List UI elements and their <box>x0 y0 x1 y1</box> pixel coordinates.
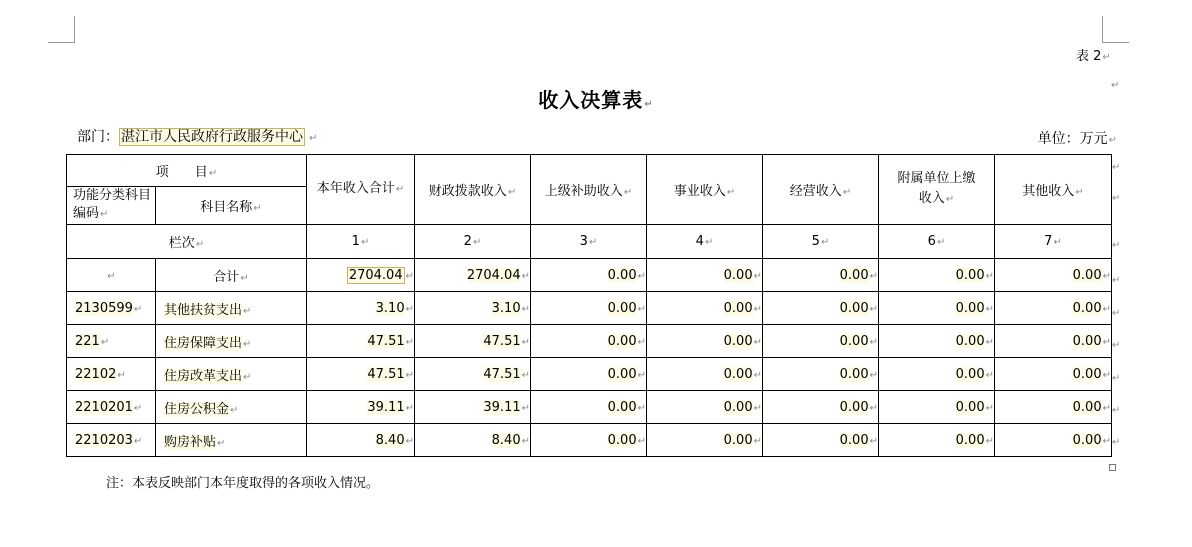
paragraph-mark-icon: ↵ <box>1111 80 1120 91</box>
paragraph-mark-icon: ↵ <box>1112 162 1121 173</box>
page-corner-mark <box>48 16 75 43</box>
value-cell[interactable]: 0.00↵ <box>995 391 1112 424</box>
value-cell[interactable]: 0.00↵ <box>879 325 995 358</box>
subject-name-cell[interactable]: 住房公积金↵ <box>156 391 307 424</box>
total-value-cell[interactable]: 0.00↵ <box>879 259 995 292</box>
table-row <box>67 325 1112 358</box>
total-row <box>67 259 1112 292</box>
column-index-cell: 6↵ <box>879 225 995 259</box>
value-cell[interactable]: 0.00↵ <box>879 391 995 424</box>
value-cell[interactable]: 3.10↵ <box>415 292 531 325</box>
header-col-total: 本年收入合计↵ <box>307 155 415 225</box>
page-corner-mark <box>1102 16 1129 43</box>
column-index-row <box>67 225 1112 259</box>
paragraph-mark-icon: ↵ <box>1112 308 1121 319</box>
paragraph-mark-icon: ↵ <box>1108 135 1117 146</box>
header-func-code: 功能分类科目编码↵ <box>67 187 156 225</box>
income-table <box>66 154 1112 457</box>
total-name-cell: 合计↵ <box>156 259 307 292</box>
value-cell[interactable]: 0.00↵ <box>763 325 879 358</box>
value-cell[interactable]: 0.00↵ <box>531 358 647 391</box>
subject-name-cell[interactable]: 购房补贴↵ <box>156 424 307 457</box>
table-row <box>67 424 1112 457</box>
value-cell[interactable]: 47.51↵ <box>415 325 531 358</box>
paragraph-mark-icon: ↵ <box>1112 193 1121 204</box>
header-row <box>67 155 1112 187</box>
paragraph-mark-icon: ↵ <box>1112 240 1121 251</box>
total-value-cell[interactable]: 0.00↵ <box>995 259 1112 292</box>
column-index-cell: 1↵ <box>307 225 415 259</box>
department-label: 部门： <box>77 129 119 145</box>
paragraph-mark-icon: ↵ <box>306 133 318 144</box>
header-subject-name: 科目名称↵ <box>156 187 307 225</box>
column-index-cell: 7↵ <box>995 225 1112 259</box>
header-col-superior: 上级补助收入↵ <box>531 155 647 225</box>
header-col-business: 事业收入↵ <box>647 155 763 225</box>
value-cell[interactable]: 0.00↵ <box>995 325 1112 358</box>
value-cell[interactable]: 0.00↵ <box>995 358 1112 391</box>
value-cell[interactable]: 0.00↵ <box>879 358 995 391</box>
value-cell[interactable]: 0.00↵ <box>763 424 879 457</box>
value-cell[interactable]: 0.00↵ <box>531 391 647 424</box>
header-col-fiscal: 财政拨款收入↵ <box>415 155 531 225</box>
value-cell[interactable]: 3.10↵ <box>307 292 415 325</box>
subject-name-cell[interactable]: 其他扶贫支出↵ <box>156 292 307 325</box>
value-cell[interactable]: 47.51↵ <box>415 358 531 391</box>
value-cell[interactable]: 47.51↵ <box>307 325 415 358</box>
value-cell[interactable]: 8.40↵ <box>307 424 415 457</box>
column-index-label: 栏次↵ <box>67 225 307 259</box>
table-row <box>67 391 1112 424</box>
value-cell[interactable]: 0.00↵ <box>763 391 879 424</box>
value-cell[interactable]: 0.00↵ <box>995 292 1112 325</box>
total-value-cell[interactable]: 2704.04 ↵ <box>307 259 415 292</box>
paragraph-mark-icon: ↵ <box>1112 437 1121 448</box>
header-col-operating: 经营收入↵ <box>763 155 879 225</box>
table-row <box>67 358 1112 391</box>
paragraph-mark-icon: ↵ <box>1102 52 1111 63</box>
table-number: 表 2↵ <box>1076 49 1111 64</box>
department-field[interactable]: 湛江市人民政府行政服务中心 <box>121 129 303 145</box>
paragraph-mark-icon: ↵ <box>1112 275 1121 286</box>
function-code-cell[interactable]: 2130599↵ <box>67 292 156 325</box>
function-code-cell[interactable]: 22102↵ <box>67 358 156 391</box>
total-value-cell[interactable]: 0.00↵ <box>531 259 647 292</box>
column-index-cell: 4↵ <box>647 225 763 259</box>
value-cell[interactable]: 8.40↵ <box>415 424 531 457</box>
value-cell[interactable]: 0.00↵ <box>647 358 763 391</box>
total-value-cell[interactable]: 0.00↵ <box>647 259 763 292</box>
unit-label: 单位：万元↵ <box>1037 131 1117 147</box>
table-row <box>67 292 1112 325</box>
value-cell[interactable]: 0.00↵ <box>763 358 879 391</box>
value-cell[interactable]: 0.00↵ <box>995 424 1112 457</box>
function-code-cell[interactable]: 221↵ <box>67 325 156 358</box>
table-note: 注：本表反映部门本年度取得的各项收入情况。 <box>106 476 380 491</box>
header-col-affiliate: 附属单位上缴收入↵ <box>879 155 995 225</box>
value-cell[interactable]: 39.11↵ <box>415 391 531 424</box>
paragraph-mark-icon: ↵ <box>1112 405 1121 416</box>
total-code-cell: ↵ <box>67 259 156 292</box>
value-cell[interactable]: 0.00↵ <box>879 424 995 457</box>
value-cell[interactable]: 0.00↵ <box>531 292 647 325</box>
value-cell[interactable]: 0.00↵ <box>531 325 647 358</box>
value-cell[interactable]: 0.00↵ <box>763 292 879 325</box>
paragraph-mark-icon: ↵ <box>1112 340 1121 351</box>
value-cell[interactable]: 47.51↵ <box>307 358 415 391</box>
table-resize-handle[interactable] <box>1109 464 1116 471</box>
total-value-cell[interactable]: 2704.04↵ <box>415 259 531 292</box>
subject-name-cell[interactable]: 住房改革支出↵ <box>156 358 307 391</box>
column-index-cell: 5↵ <box>763 225 879 259</box>
total-value-cell[interactable]: 0.00↵ <box>763 259 879 292</box>
paragraph-mark-icon: ↵ <box>1112 373 1121 384</box>
header-col-other: 其他收入↵ <box>995 155 1112 225</box>
value-cell[interactable]: 0.00↵ <box>647 325 763 358</box>
column-index-cell: 3↵ <box>531 225 647 259</box>
paragraph-mark-icon: ↵ <box>644 99 654 110</box>
value-cell[interactable]: 0.00↵ <box>647 391 763 424</box>
department-line <box>77 126 318 146</box>
data-rows <box>67 292 1112 457</box>
column-index-cell: 2↵ <box>415 225 531 259</box>
function-code-cell[interactable]: 2210201↵ <box>67 391 156 424</box>
value-cell[interactable]: 0.00↵ <box>879 292 995 325</box>
page-title: 收入决算表↵ <box>538 88 654 112</box>
header-item: 项 目↵ <box>67 155 307 187</box>
value-cell[interactable]: 39.11↵ <box>307 391 415 424</box>
value-cell[interactable]: 0.00↵ <box>531 424 647 457</box>
subject-name-cell[interactable]: 住房保障支出↵ <box>156 325 307 358</box>
value-cell[interactable]: 0.00↵ <box>647 424 763 457</box>
value-cell[interactable]: 0.00↵ <box>647 292 763 325</box>
function-code-cell[interactable]: 2210203↵ <box>67 424 156 457</box>
